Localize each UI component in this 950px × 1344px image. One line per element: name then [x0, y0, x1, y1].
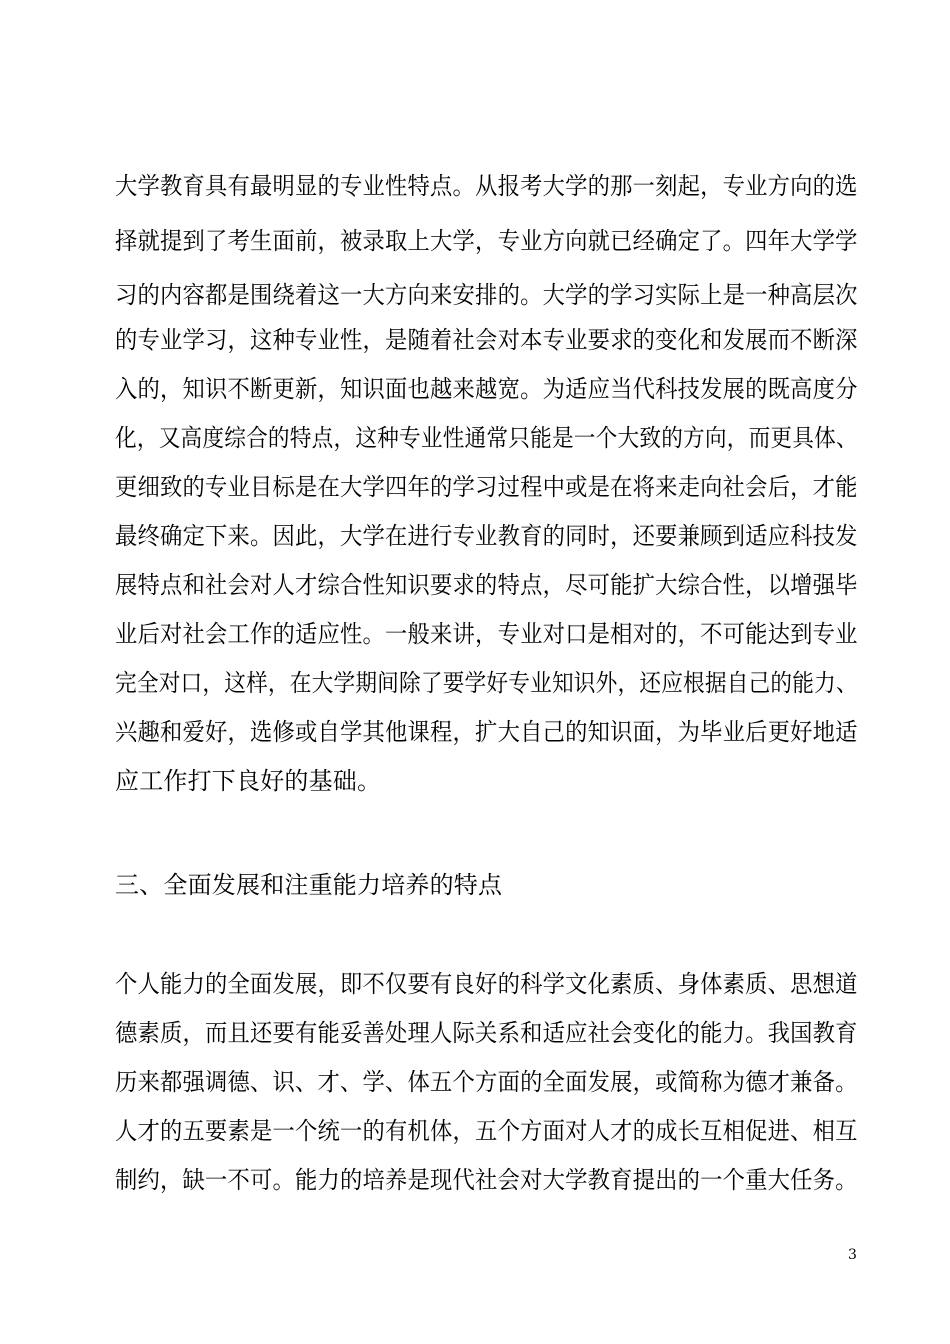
paragraph-1-line: 最终确定下来。因此，大学在进行专业教育的同时，还要兼顾到适应科技发	[115, 522, 858, 550]
section-heading: 三、全面发展和注重能力培养的特点	[115, 871, 503, 899]
paragraph-1-line: 更细致的专业目标是在大学四年的学习过程中或是在将来走向社会后，才能	[115, 473, 858, 501]
paragraph-1-line: 业后对社会工作的适应性。一般来讲，专业对口是相对的，不可能达到专业	[115, 620, 858, 648]
paragraph-2-line: 个人能力的全面发展，即不仅要有良好的科学文化素质、身体素质、思想道	[115, 970, 858, 998]
paragraph-2-line: 德素质，而且还要有能妥善处理人际关系和适应社会变化的能力。我国教育	[115, 1019, 858, 1047]
paragraph-2-line: 人才的五要素是一个统一的有机体，五个方面对人才的成长互相促进、相互	[115, 1117, 858, 1145]
page-number: 3	[848, 1247, 857, 1263]
paragraph-1-line: 的专业学习，这种专业性，是随着社会对本专业要求的变化和发展而不断深	[115, 326, 858, 354]
paragraph-1-line: 应工作打下良好的基础。	[115, 767, 382, 795]
paragraph-1-line: 习的内容都是围绕着这一大方向来安排的。大学的学习实际上是一种高层次	[115, 281, 858, 309]
paragraph-2-line: 制约，缺一不可。能力的培养是现代社会对大学教育提出的一个重大任务。	[115, 1166, 858, 1194]
paragraph-1-line: 择就提到了考生面前，被录取上大学，专业方向就已经确定了。四年大学学	[115, 227, 858, 255]
paragraph-1-line: 大学教育具有最明显的专业性特点。从报考大学的那一刻起，专业方向的选	[115, 172, 858, 200]
paragraph-1-line: 完全对口，这样，在大学期间除了要学好专业知识外，还应根据自己的能力、	[115, 669, 858, 697]
paragraph-1-line: 入的，知识不断更新，知识面也越来越宽。为适应当代科技发展的既高度分	[115, 375, 858, 403]
paragraph-1-line: 展特点和社会对人才综合性知识要求的特点，尽可能扩大综合性，以增强毕	[115, 571, 858, 599]
paragraph-1-line: 化，又高度综合的特点，这种专业性通常只能是一个大致的方向，而更具体、	[115, 424, 858, 452]
paragraph-2-line: 历来都强调德、识、才、学、体五个方面的全面发展，或简称为德才兼备。	[115, 1068, 858, 1096]
paragraph-1-line: 兴趣和爱好，选修或自学其他课程，扩大自己的知识面，为毕业后更好地适	[115, 718, 858, 746]
